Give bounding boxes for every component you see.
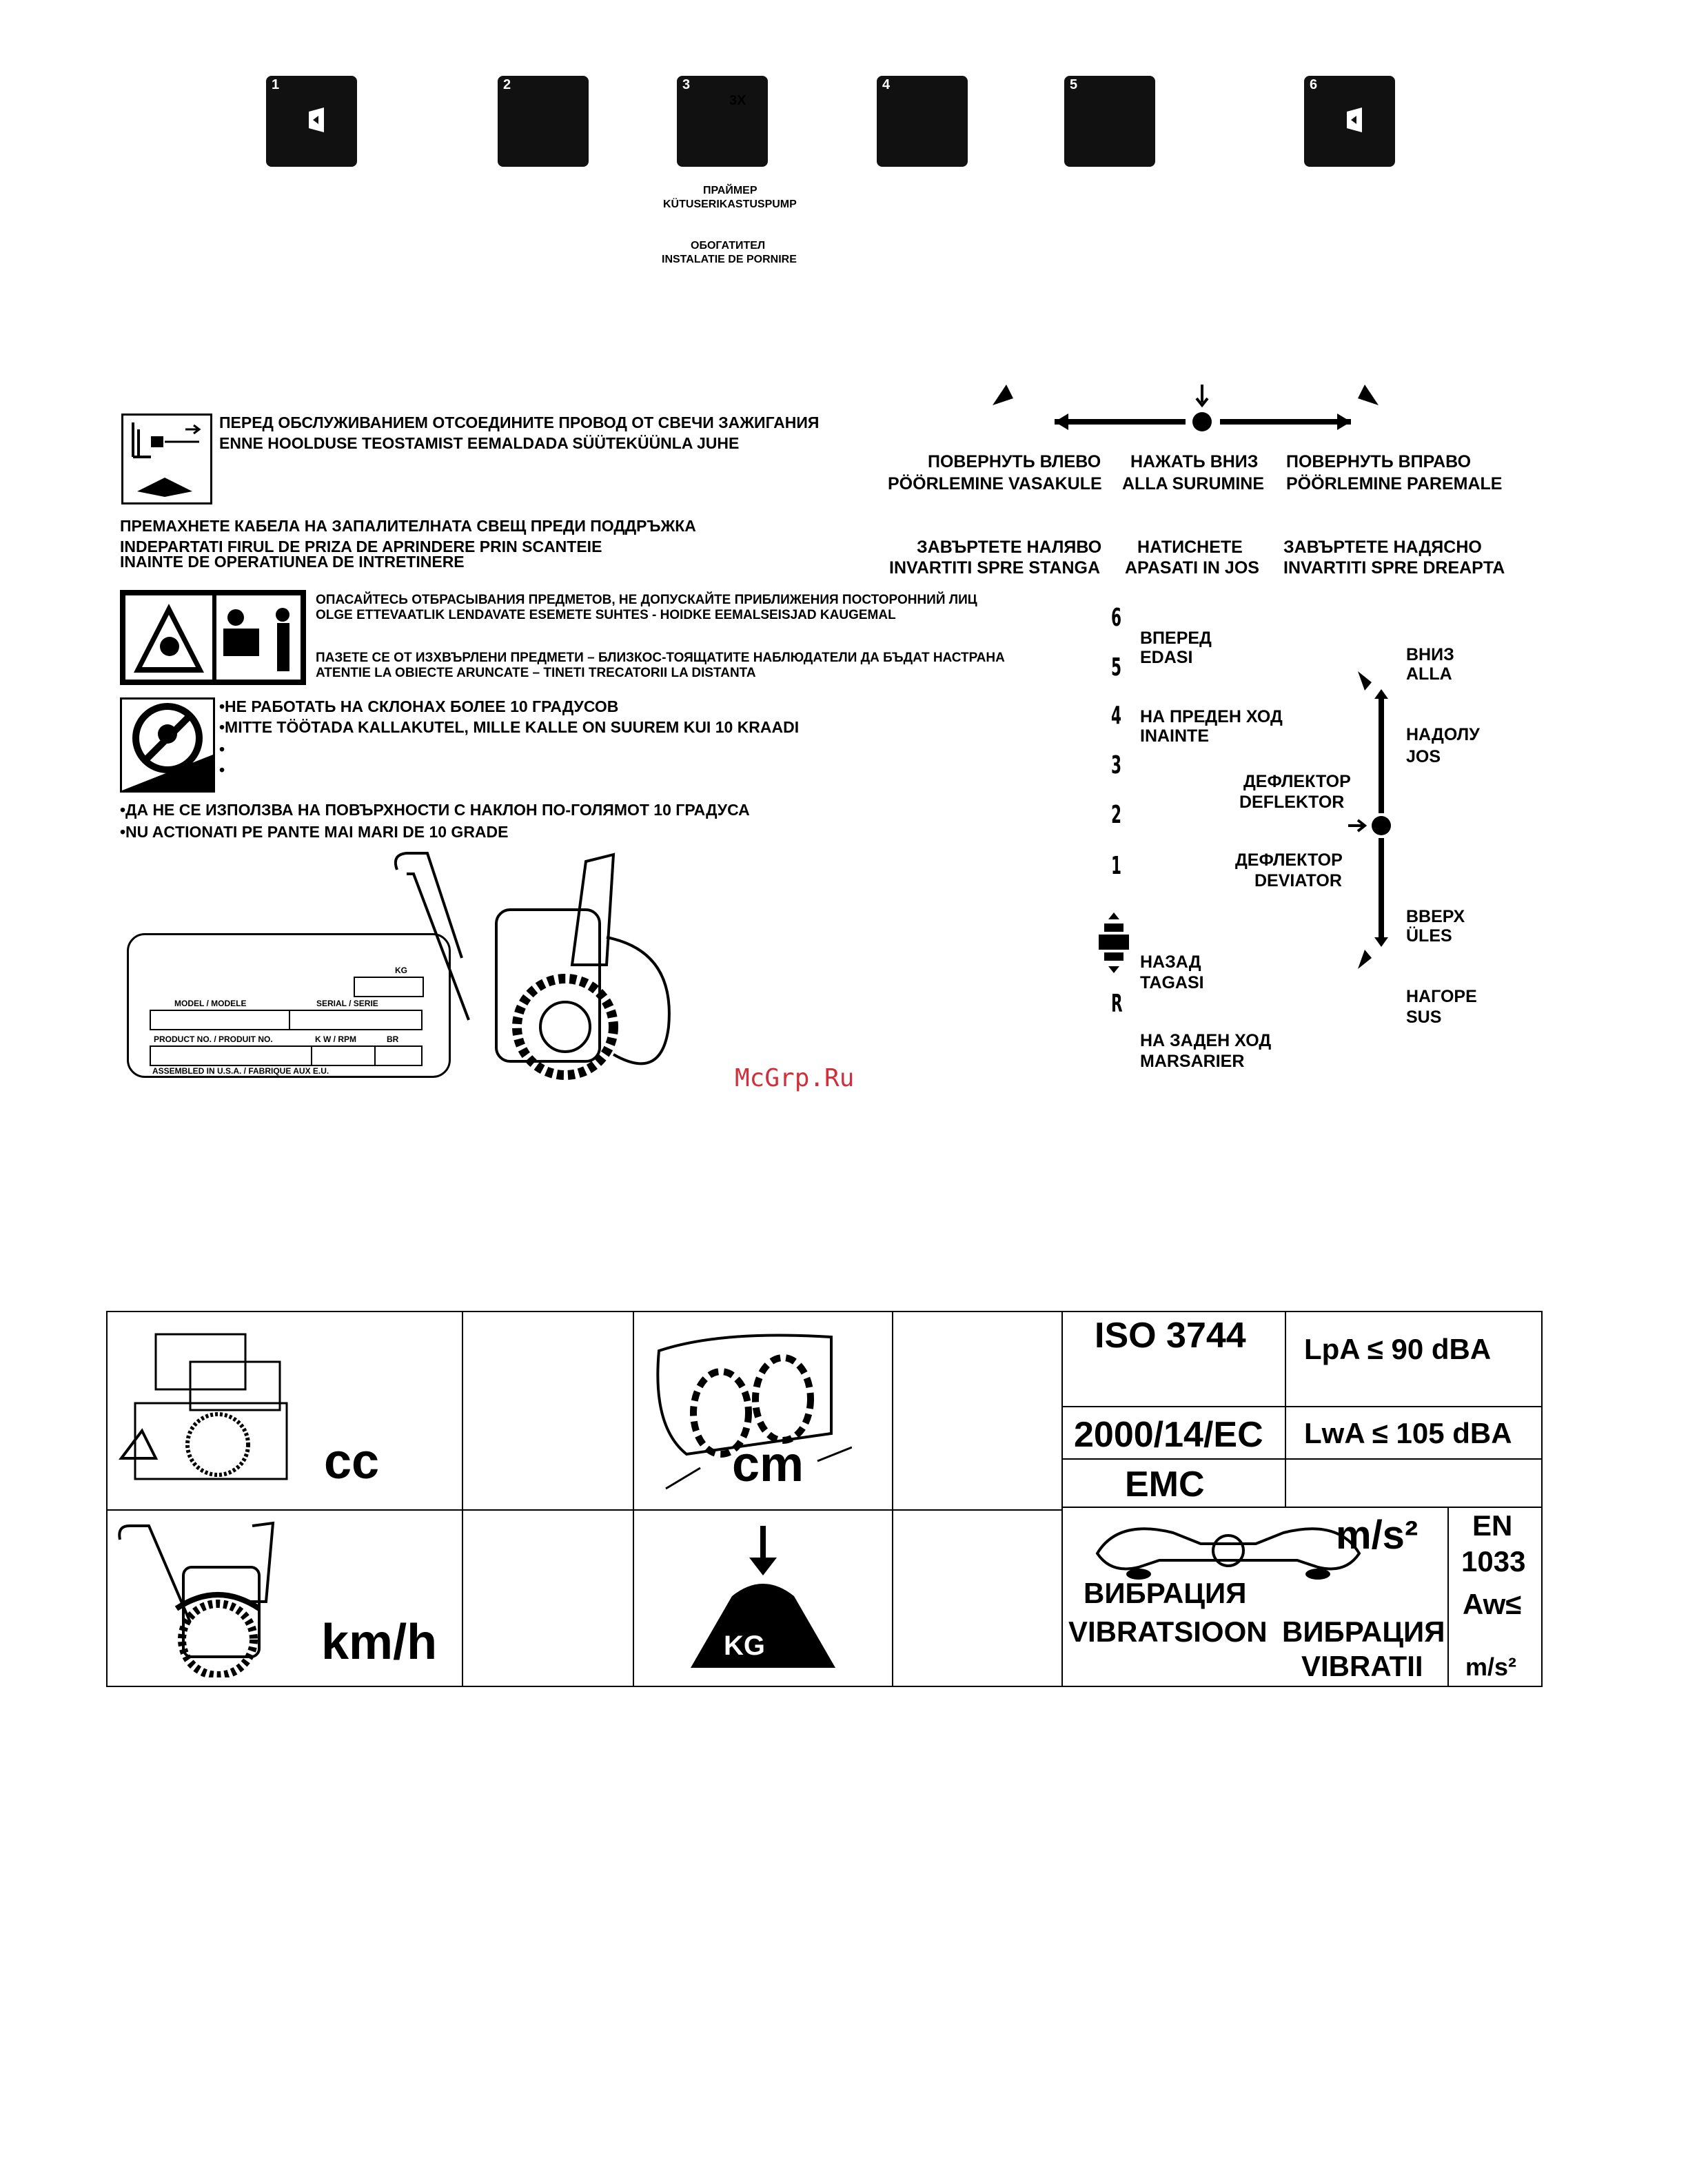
- reverse-ru: НАЗАД: [1140, 952, 1201, 972]
- rotate-right-bg: ЗАВЪРТЕТЕ НАДЯСНО: [1283, 538, 1482, 557]
- deflector-diagram: [1344, 662, 1406, 979]
- cm-label: cm: [732, 1437, 804, 1492]
- rotate-left-bg: ЗАВЪРТЕТЕ НАЛЯВО: [917, 538, 1102, 557]
- fuel-shutoff-icon: [886, 85, 958, 157]
- deflector-up-icon: [1358, 950, 1372, 969]
- gear-5: 5: [1111, 653, 1122, 682]
- forward-bg: НА ПРЕДЕН ХОД: [1140, 707, 1283, 726]
- stop-icon-tile: 5: [1064, 76, 1155, 167]
- primer-icon: [687, 85, 758, 157]
- rotate-left-ru: ПОВЕРНУТЬ ВЛЕВО: [928, 452, 1101, 471]
- svg-text:3X: 3X: [729, 93, 746, 108]
- engine-cc-cell: [106, 1311, 463, 1511]
- vibration-ru: ВИБРАЦИЯ: [1084, 1577, 1247, 1609]
- deflector-down-icon: [1358, 671, 1372, 691]
- rotate-left-et: PÖÖRLEMINE VASAKULE: [888, 474, 1102, 493]
- model-serial-field: [150, 1010, 423, 1030]
- choke-icon-tile: 1: [266, 76, 357, 167]
- gear-reverse: R: [1111, 990, 1123, 1018]
- cc-value-cell: [462, 1311, 634, 1511]
- product-field: [150, 1045, 423, 1066]
- objects-warning-et: OLGE ETTEVAATLIK LENDAVATE ESEMETE SUHTES - HOIDKE EEMALSEISJAD KAUGEMAL: [316, 608, 896, 622]
- primer-label-ru: ПРАЙМЕР: [703, 185, 757, 196]
- nameplate: KG MODEL / MODELE SERIAL / SERIE PRODUCT NO. / PRODUIT NO. K W / RPM BR ASSEMBLED IN U.S.A. / FABRIQUE AUX E.U.: [127, 933, 451, 1078]
- fuel-shutoff-icon-tile: 4: [877, 76, 968, 167]
- slope-bullet-2: •: [219, 761, 225, 779]
- slope-warning-bg: •ДА НЕ СЕ ИЗПОЛЗВА НА ПОВЪРХНОСТИ С НАКЛОН ПО-ГОЛЯМОТ 10 ГРАДУСА: [120, 801, 750, 819]
- kg-value-cell: [892, 1509, 1063, 1687]
- speed-kmh-cell: [106, 1509, 463, 1687]
- en-label: EN: [1472, 1509, 1513, 1542]
- en-number: 1033: [1461, 1545, 1526, 1578]
- primer-icon-tile: 3 3X: [677, 76, 768, 167]
- throttle-icon: [507, 85, 579, 157]
- thrown-objects-pictogram: [120, 590, 306, 685]
- deflector-up-et: ÜLES: [1406, 926, 1452, 946]
- gear-1: 1: [1111, 852, 1122, 880]
- deflector-up-ru: ВВЕРХ: [1406, 907, 1465, 926]
- kmh-value-cell: [462, 1509, 634, 1687]
- objects-warning-ru: ОПАСАЙТЕСЬ ОТБРАСЫВАНИЯ ПРЕДМЕТОВ, НЕ ДОПУСКАЙТЕ ПРИБЛИЖЕНИЯ ПОСТОРОННИЙ ЛИЦ: [316, 593, 977, 607]
- vibration-bg: ВИБРАЦИЯ: [1282, 1615, 1445, 1648]
- rotate-right-ro: INVARTITI SPRE DREAPTA: [1283, 558, 1505, 578]
- throttle-icon-tile: 2: [498, 76, 589, 167]
- rotate-right-icon: [1358, 385, 1379, 405]
- choke-icon: [1314, 85, 1385, 157]
- aw-label: Aw≤: [1463, 1588, 1522, 1620]
- gear-2: 2: [1111, 801, 1122, 829]
- rotate-right-et: PÖÖRLEMINE PAREMALE: [1286, 474, 1503, 493]
- emc-cell: [1061, 1458, 1286, 1508]
- deflector-label-ru: ДЕФЛЕКТОР: [1243, 772, 1351, 791]
- emc-label: EMC: [1125, 1464, 1205, 1504]
- kmh-label: km/h: [321, 1615, 438, 1670]
- engine-icon: [114, 1320, 321, 1486]
- gear-6: 6: [1111, 604, 1122, 632]
- deflector-down-bg: НАДОЛУ: [1406, 725, 1480, 744]
- gear-4: 4: [1111, 702, 1122, 730]
- kg-field: [354, 977, 424, 997]
- chute-rotation-diagram: [979, 378, 1392, 447]
- ms2-label: m/s²: [1336, 1513, 1418, 1558]
- spark-warning-et: ENNE HOOLDUSE TEOSTAMIST EEMALDADA SÜÜTEKÜÜNLA JUHE: [219, 434, 740, 452]
- emc-value-cell: [1285, 1458, 1543, 1508]
- deflector-down-ro: JOS: [1406, 747, 1441, 766]
- choke-icon-tile-2: 6: [1304, 76, 1395, 167]
- spark-plug-icon: [123, 416, 210, 502]
- thrown-objects-icon: [120, 590, 306, 685]
- primer-label-ro: INSTALATIE DE PORNIRE: [662, 254, 797, 265]
- press-ro: APASATI IN JOS: [1125, 558, 1259, 578]
- vibration-et: VIBRATSIOON: [1068, 1615, 1268, 1648]
- spark-warning-ru: ПЕРЕД ОБСЛУЖИВАНИЕМ ОТСОЕДИНИТЕ ПРОВОД ОТ СВЕЧИ ЗАЖИГАНИЯ: [219, 414, 820, 431]
- deflector-down-et: ALLA: [1406, 664, 1452, 684]
- forward-et: EDASI: [1140, 648, 1193, 667]
- spark-warning-ro2: INAINTE DE OPERATIUNEA DE INTRETINERE: [120, 553, 465, 571]
- objects-warning-bg: ПАЗЕТЕ СЕ ОТ ИЗХВЪРЛЕНИ ПРЕДМЕТИ – БЛИЗКОС-ТОЯЩАТИТЕ НАБЛЮДАТЕЛИ ДА БЪДАТ НАСТРАНА: [316, 651, 1005, 665]
- slope-warning-ro: •NU ACTIONATI PE PANTE MAI MARI DE 10 GRADE: [120, 823, 509, 841]
- objects-warning-ro: ATENTIE LA OBIECTE ARUNCATE – TINETI TRECATORII LA DISTANTA: [316, 666, 756, 680]
- spark-plug-pictogram: [121, 414, 212, 504]
- width-cm-cell: [633, 1311, 893, 1511]
- reverse-ro: MARSARIER: [1140, 1052, 1245, 1071]
- kg-label: KG: [724, 1631, 765, 1661]
- spark-warning-ro1: INDEPARTATI FIRUL DE PRIZA DE APRINDERE PRIN SCANTEIE: [120, 538, 602, 555]
- slope-warning-ru: •НЕ РАБОТАТЬ НА СКЛОНАХ БОЛЕЕ 10 ГРАДУСОВ: [219, 697, 619, 715]
- iso-cell: [1061, 1311, 1286, 1407]
- deflector-label-bg: ДЕФЛЕКТОР: [1235, 850, 1343, 870]
- lpa-cell: [1285, 1311, 1543, 1407]
- watermark: McGrp.Ru: [735, 1064, 855, 1092]
- press-bg: НАТИСНЕТЕ: [1137, 538, 1243, 557]
- slope-bullet-1: •: [219, 740, 225, 758]
- deflector-up-ro: SUS: [1406, 1008, 1442, 1027]
- cc-label: cc: [324, 1434, 380, 1489]
- slope-warning-et: •MITTE TÖÖTADA KALLAKUTEL, MILLE KALLE ON SUUREM KUI 10 KRAADI: [219, 718, 800, 736]
- deflector-label-et: DEFLEKTOR: [1239, 793, 1345, 812]
- press-et: ALLA SURUMINE: [1122, 474, 1265, 493]
- vibration-cell: [1061, 1507, 1449, 1687]
- deflector-press-icon: [1372, 816, 1391, 835]
- reverse-et: TAGASI: [1140, 973, 1204, 992]
- weight-kg-cell: [633, 1509, 893, 1687]
- choke-icon: [276, 85, 347, 157]
- cm-value-cell: [892, 1311, 1063, 1511]
- rotate-left-icon: [993, 385, 1013, 405]
- rotate-right-ru: ПОВЕРНУТЬ ВПРАВО: [1286, 452, 1472, 471]
- vibration-ro: VIBRATII: [1301, 1650, 1423, 1682]
- forward-ru: ВПЕРЕД: [1140, 629, 1212, 648]
- spark-warning-bg: ПРЕМАХНЕТЕ КАБЕЛА НА ЗАПАЛИТЕЛНАТА СВЕЩ ПРЕДИ ПОДДРЪЖКА: [120, 517, 696, 535]
- reverse-bg: НА ЗАДЕН ХОД: [1140, 1031, 1272, 1050]
- directive-cell: [1061, 1406, 1286, 1460]
- forward-ro: INAINTE: [1140, 726, 1209, 746]
- press-ru: НАЖАТЬ ВНИЗ: [1130, 452, 1259, 471]
- stop-icon: [1074, 85, 1146, 157]
- gear-3: 3: [1111, 751, 1122, 779]
- primer-label-et: KÜTUSERIKASTUSPUMP: [663, 198, 797, 210]
- lpa-label: LpA ≤ 90 dBA: [1304, 1333, 1492, 1365]
- iso-label: ISO 3744: [1095, 1316, 1246, 1356]
- primer-label-bg: ОБОГАТИТЕЛ: [691, 240, 766, 252]
- en1033-cell: [1447, 1507, 1543, 1687]
- deflector-up-bg: НАГОРЕ: [1406, 987, 1477, 1006]
- ms2-small-label: m/s²: [1465, 1653, 1517, 1681]
- deflector-label-ro: DEVIATOR: [1254, 871, 1342, 890]
- press-button-icon: [1192, 412, 1212, 431]
- lwa-label: LwA ≤ 105 dBA: [1304, 1417, 1512, 1449]
- slope-pictogram: >10°: [120, 697, 215, 793]
- deflector-down-ru: ВНИЗ: [1406, 645, 1454, 664]
- tractor-direction-icon: [1095, 912, 1133, 974]
- rotate-left-ro: INVARTITI SPRE STANGA: [889, 558, 1101, 578]
- speed-icon: [114, 1519, 321, 1677]
- lwa-cell: [1285, 1406, 1543, 1460]
- directive-label: 2000/14/EC: [1074, 1415, 1263, 1455]
